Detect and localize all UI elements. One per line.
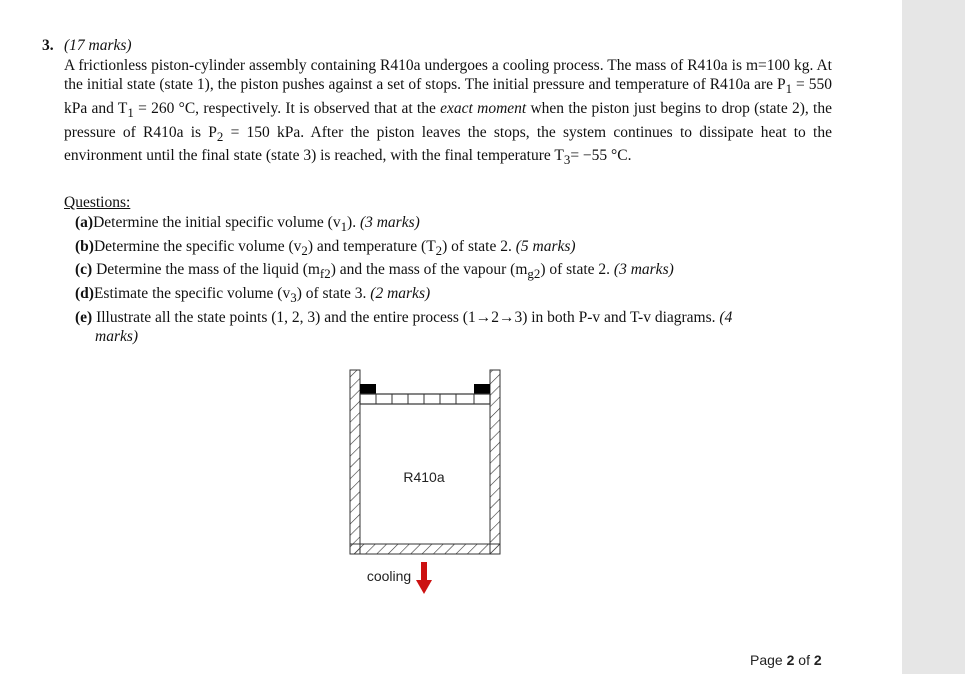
question-c: (c) Determine the mass of the liquid $(m_{f2})$ and the mass of the vapour $(m_{g2})$ of state 2. (3 marks): [75, 261, 674, 282]
piston: [360, 394, 490, 404]
cylinder-right-wall: [490, 370, 500, 554]
questions-list: [75, 213, 795, 347]
questions-title: Questions:: [64, 194, 131, 211]
question-b: (b)Determine the specific volume $(v_2)$ and temperature $(T_2)$ of state 2. (5 marks): [75, 237, 576, 258]
question-number: 3.: [42, 37, 54, 54]
piston-cylinder-figure: [340, 364, 520, 604]
fluid-label: R410a: [403, 469, 445, 485]
stop-right: [474, 384, 490, 394]
question-c-marks: (3 marks): [613, 261, 674, 279]
cooling-label: cooling: [366, 568, 412, 584]
side-gutter: [902, 0, 965, 674]
exact-moment-emphasis: exact moment: [440, 99, 527, 117]
question-a-marks: (3 marks): [359, 214, 420, 231]
cylinder-left-wall: [350, 370, 360, 554]
question-d: (d)Estimate the specific volume $(v_3)$ of state 3. (2 marks): [75, 285, 431, 306]
question-b-marks: (5 marks): [515, 237, 576, 255]
stop-left: [360, 384, 376, 394]
question-3: [42, 36, 832, 170]
cooling-arrow: [416, 562, 432, 594]
piston-cylinder-diagram: [340, 364, 520, 604]
question-d-marks: (2 marks): [370, 285, 431, 303]
cylinder-bottom-wall: [350, 544, 500, 554]
question-e: (e) Illustrate all the state points (1, 2, 3) and the entire process (1→2→3) in both P-v and T-v diagrams. (4 marks): [75, 308, 733, 346]
question-header: [42, 36, 832, 56]
page-number: Page 2 of 2: [750, 652, 822, 668]
question-a: (a)Determine the initial specific volume $(v_1)$. (3 marks): [75, 214, 420, 235]
question-body: A frictionless piston-cylinder assembly containing R410a undergoes a cooling process. The mass of R410a is m=100 kg. At the initial state (state 1), the piston pushes against a set of stops. The initial pressure and temperature of R410a are $P_1 = 550$ kPa and $T_1 = 260$ °C, respectively. It is observed that at the exact moment when the piston just begins to drop (state 2), the pressure of R410a is $P_2 = 150$ kPa. After the piston leaves the stops, the system continues to dissipate heat to the environment until the final state (state 3) is reached, with the final temperature $T_3= -55$ °C.: [64, 56, 832, 168]
question-marks: (17 marks): [64, 37, 132, 54]
